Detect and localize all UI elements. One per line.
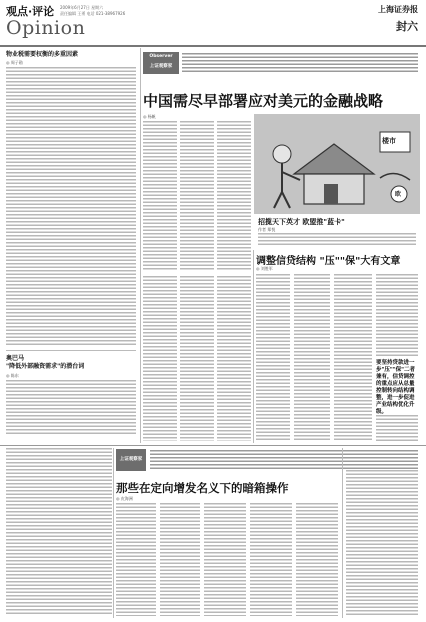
observer-summary (182, 53, 418, 73)
bottom-right-body (346, 470, 418, 616)
bottom-body-col3 (204, 503, 246, 616)
masthead (0, 0, 426, 46)
date-line: 2009年6月27日 星期六 (60, 5, 104, 10)
paper-name: 上海证券报 (378, 4, 418, 14)
lead-body-col3 (217, 121, 251, 271)
lead-body-col3b (217, 276, 251, 441)
editorial-cartoon (254, 114, 420, 214)
article2-author: ◎ 陈东 (6, 373, 19, 378)
bottom-body-col5 (296, 503, 338, 616)
cartoon-badge-text: 欧 (395, 191, 402, 198)
cartoon-caption: 招揽天下英才 欧盟推"蓝卡" (258, 218, 345, 226)
left-divider (6, 350, 136, 351)
lead-body-col1b (143, 276, 177, 441)
article2-body-top (6, 380, 136, 436)
observer-tag (143, 52, 179, 74)
bottom-left-divider (113, 448, 114, 618)
article2-title-line1: 奥巴马 (6, 355, 25, 362)
article1-title: 物业税需要权衡的多重因素 (6, 51, 79, 58)
credit-author: ◎ 刘胜军 (256, 266, 273, 271)
credit-pull-quote: 要坚持贷款进一步"压""保"二者兼有，信贷调控的重点应从总量控制转向结构调整，进一步促进产业结构优化升级。 (376, 360, 415, 415)
bottom-body-col2 (160, 503, 200, 616)
lead-body-col1 (143, 121, 177, 271)
cartoon-caption-body (258, 233, 416, 247)
lead-body-col2b (180, 276, 214, 441)
masthead-rule (0, 45, 426, 47)
section-title-cn: 观点·评论 (6, 5, 55, 18)
cartoon-author: 作者 郑悦 (258, 227, 276, 232)
section-title-en: Opinion (6, 17, 86, 39)
credit-body-col4b (376, 415, 418, 442)
lead-body-col2 (180, 121, 214, 271)
bottom-right-divider (342, 448, 343, 618)
bottom-summary (150, 450, 418, 470)
bottom-author: ◎ 皮海洲 (116, 496, 133, 501)
bottom-tag: 上证观察家 (116, 449, 146, 471)
article1-body (6, 67, 136, 345)
cartoon-sign-text: 楼市 (382, 137, 396, 145)
article1-author: ◎ 周子勋 (6, 60, 23, 65)
editor-line: 责任编辑 王勇 电话 021-38967926 (60, 11, 126, 16)
bottom-body-col1 (116, 503, 156, 616)
cartoon-drawing-icon (254, 114, 420, 214)
credit-body-col1 (256, 274, 290, 442)
observer-tag-en: Observer (149, 54, 173, 59)
lead-headline: 中国需尽早部署应对美元的金融战略 (143, 92, 384, 110)
observer-tag-cn: 上证观察家 (149, 64, 173, 69)
bottom-rule (0, 445, 426, 446)
column-divider (140, 48, 141, 443)
article2-body-bottom (6, 448, 112, 616)
credit-divider (253, 250, 254, 443)
article2-title-line2: "降低外部融资需求"的潜台词 (6, 363, 85, 370)
bottom-body-col4 (250, 503, 292, 616)
bottom-headline: 那些在定向增发名义下的暗箱操作 (116, 481, 289, 495)
page-number: 封六 (396, 20, 418, 33)
credit-headline: 调整信贷结构 "压""保"大有文章 (256, 256, 401, 267)
credit-body-col4a (376, 274, 418, 356)
credit-body-col3 (334, 274, 372, 442)
credit-body-col2 (294, 274, 330, 442)
lead-author: ◎ 杨帆 (143, 114, 156, 119)
